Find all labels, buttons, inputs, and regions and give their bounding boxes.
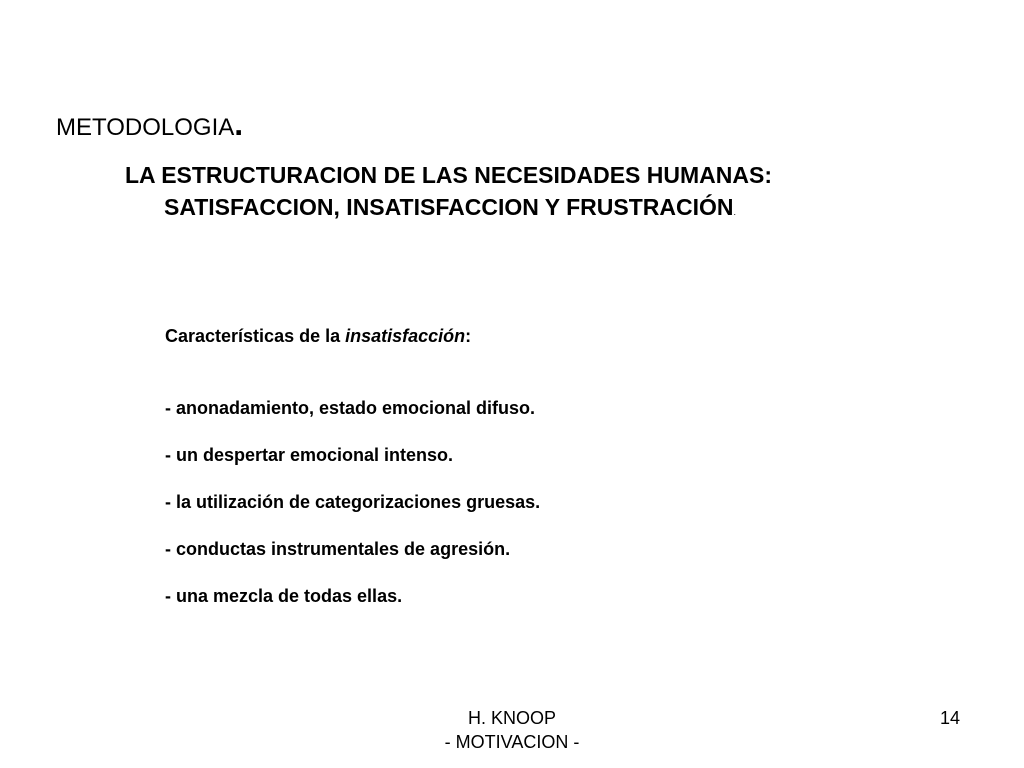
footer [412,706,612,754]
slide-title-line-2-dot: . [733,207,737,217]
list-item: - una mezcla de todas ellas. [165,586,403,606]
slide-title-line-2-text: SATISFACCION, INSATISFACCION Y FRUSTRACIÓN [164,194,734,220]
characteristics-list [165,397,540,632]
list-item: - la utilización de categorizaciones gruesas. [165,492,541,512]
slide-title-line-2 [125,191,905,228]
footer-subject: - MOTIVACION - [444,732,580,752]
characteristics-heading [165,325,471,347]
footer-author: H. KNOOP [467,708,556,728]
section-label-dot: . [234,106,244,142]
page-number: 14 [939,708,961,728]
characteristics-heading-emphasis: insatisfacción [345,326,466,346]
slide-title-line-1: LA ESTRUCTURACION DE LAS NECESIDADES HUMANAS: [125,162,772,188]
section-label-text: METODOLOGIA [56,114,235,141]
characteristics-heading-prefix: Características de la [165,326,346,346]
list-item: - un despertar emocional intenso. [165,445,454,465]
characteristics-heading-suffix: : [465,326,472,346]
section-label [56,106,244,142]
slide-title [125,159,905,228]
list-item: - conductas instrumentales de agresión. [165,539,511,559]
list-item: - anonadamiento, estado emocional difuso. [165,398,536,418]
